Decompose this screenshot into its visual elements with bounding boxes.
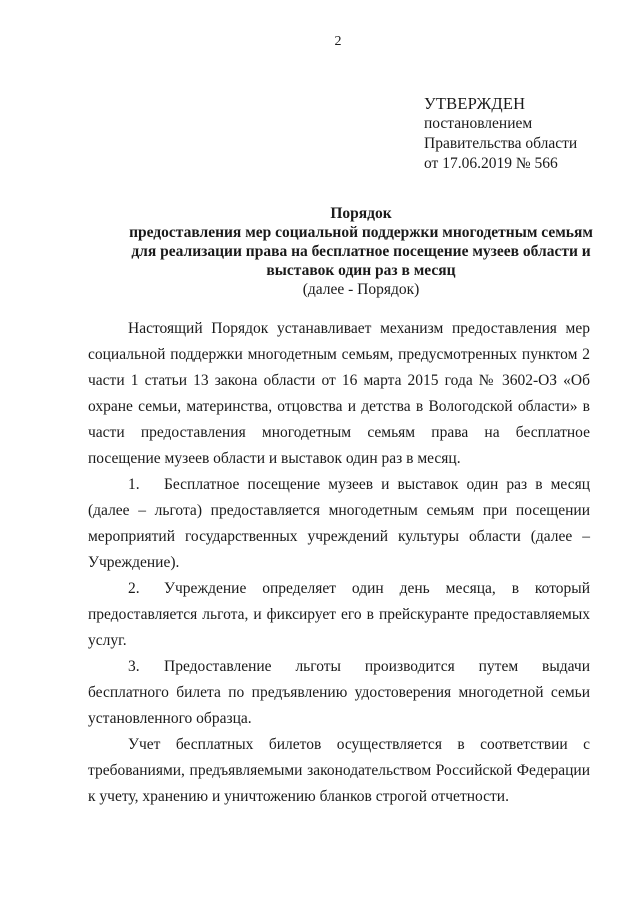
approval-line-3: от 17.06.2019 № 566 (424, 155, 558, 172)
document-body (88, 316, 590, 810)
item-1-paragraph (88, 472, 590, 576)
item-1-number: 1. (128, 476, 140, 493)
title-line-1: предоставления мер социальной поддержки многодетным семьям (129, 224, 593, 241)
item-3-text: Предоставление льготы производится путем выдачи бесплатного билета по предъявлению удостоверения многодетной семьи установленного образца. (88, 658, 590, 727)
item-1-text: Бесплатное посещение музеев и выставок один раз в месяц (далее – льгота) предоставляется многодетным семьям при посещении мероприятий государственных учреждений культуры области (далее – Учреждение). (88, 476, 590, 571)
approval-stamp: УТВЕРЖДЕН (424, 94, 526, 113)
document-title (96, 204, 626, 299)
title-line-3: выставок один раз в месяц (266, 262, 456, 279)
approval-line-2: Правительства области (424, 135, 578, 152)
item-3-number: 3. (128, 658, 140, 675)
intro-paragraph: Настоящий Порядок устанавливает механизм предоставления мер социальной поддержки многодетным семьям, предусмотренных пунктом 2 части 1 статьи 13 закона области от 16 марта 2015 года № 3602-ОЗ «Об охране семьи, материнства, отцовства и детства в Вологодской области» в части предоставления многодетным семьям права на бесплатное посещение музеев области и выставок один раз в месяц. (88, 320, 590, 467)
title-line-2: для реализации права на бесплатное посещение музеев области и (131, 243, 591, 260)
item-2-number: 2. (128, 580, 140, 597)
title-note: (далее - Порядок) (302, 281, 420, 298)
item-2-text: Учреждение определяет один день месяца, в который предоставляется льгота, и фиксирует его в прейскуранте предоставляемых услуг. (88, 580, 590, 649)
title-heading: Порядок (330, 205, 392, 222)
approval-block (424, 94, 577, 174)
item-3-paragraph (88, 654, 590, 732)
approval-line-1: постановлением (424, 115, 533, 132)
page-number: 2 (334, 34, 342, 49)
item-2-paragraph (88, 576, 590, 654)
accounting-paragraph: Учет бесплатных билетов осуществляется в соответствии с требованиями, предъявляемыми законодательством Российской Федерации к учету, хранению и уничтожению бланков строгой отчетности. (88, 736, 590, 805)
